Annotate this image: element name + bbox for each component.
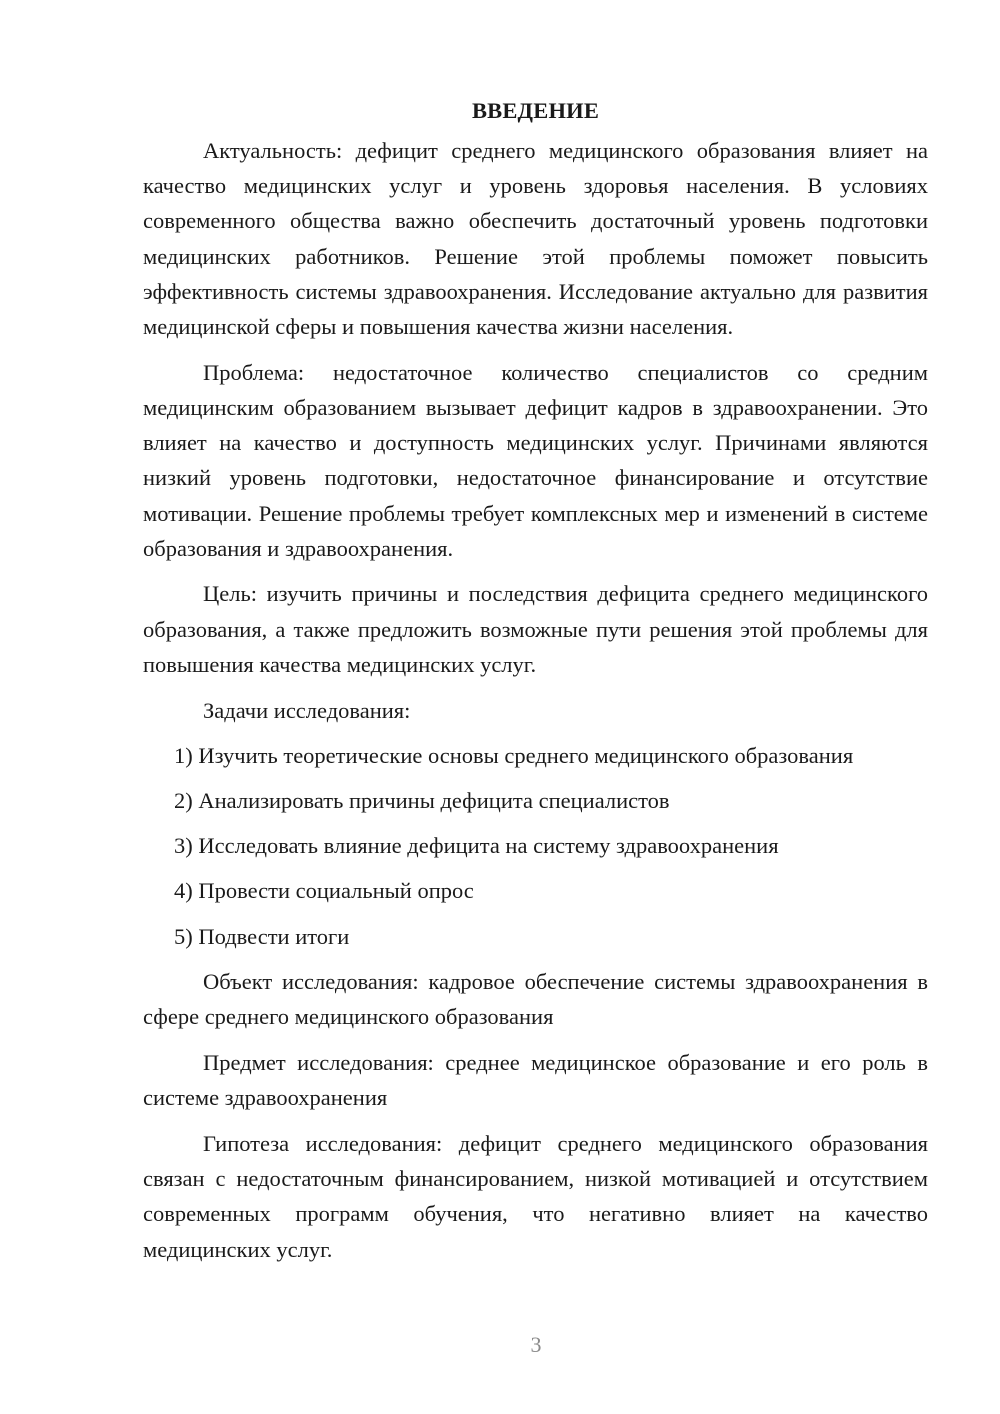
task-item: 3) Исследовать влияние дефицита на систему здравоохранения bbox=[174, 833, 779, 859]
task-item: 2) Анализировать причины дефицита специалистов bbox=[174, 787, 670, 813]
task-list bbox=[143, 738, 928, 954]
paragraph-subject: Предмет исследования: среднее медицинское образование и его роль в системе здравоохранения bbox=[143, 1050, 928, 1111]
paragraph-goal: Цель: изучить причины и последствия дефицита среднего медицинского образования, а также предложить возможные пути решения этой проблемы для повышения качества медицинских услуг. bbox=[143, 581, 928, 677]
paragraph-object: Объект исследования: кадровое обеспечение системы здравоохранения в сфере среднего медицинского образования bbox=[143, 969, 928, 1030]
paragraph-problem: Проблема: недостаточное количество специалистов со средним медицинским образованием вызывает дефицит кадров в здравоохранении. Это влияет на качество и доступность медицинских услуг. Причинами являются низкий уровень подготовки, недостаточное финансирование и отсутствие мотивации. Решение проблемы требует комплексных мер и изменений в системе образования и здравоохранения. bbox=[143, 359, 928, 561]
paragraph-hypothesis: Гипотеза исследования: дефицит среднего медицинского образования связан с недостаточным финансированием, низкой мотивацией и отсутствием современных программ обучения, что негативно влияет на качество медицинских услуг. bbox=[143, 1131, 928, 1262]
page-title: ВВЕДЕНИЕ bbox=[471, 98, 600, 123]
task-item: 4) Провести социальный опрос bbox=[174, 878, 474, 904]
task-item: 5) Подвести итоги bbox=[174, 923, 350, 949]
page-number: 3 bbox=[530, 1332, 542, 1357]
tasks-heading: Задачи исследования: bbox=[203, 697, 411, 723]
page-content bbox=[143, 93, 928, 1267]
task-item: 1) Изучить теоретические основы среднего медицинского образования bbox=[174, 742, 854, 768]
paragraph-relevance: Актуальность: дефицит среднего медицинского образования влияет на качество медицинских услуг и уровень здоровья населения. В условиях современного общества важно обеспечить достаточный уровень подготовки медицинских работников. Решение этой проблемы поможет повысить эффективность системы здравоохранения. Исследование актуально для развития медицинской сферы и повышения качества жизни населения. bbox=[143, 138, 928, 340]
